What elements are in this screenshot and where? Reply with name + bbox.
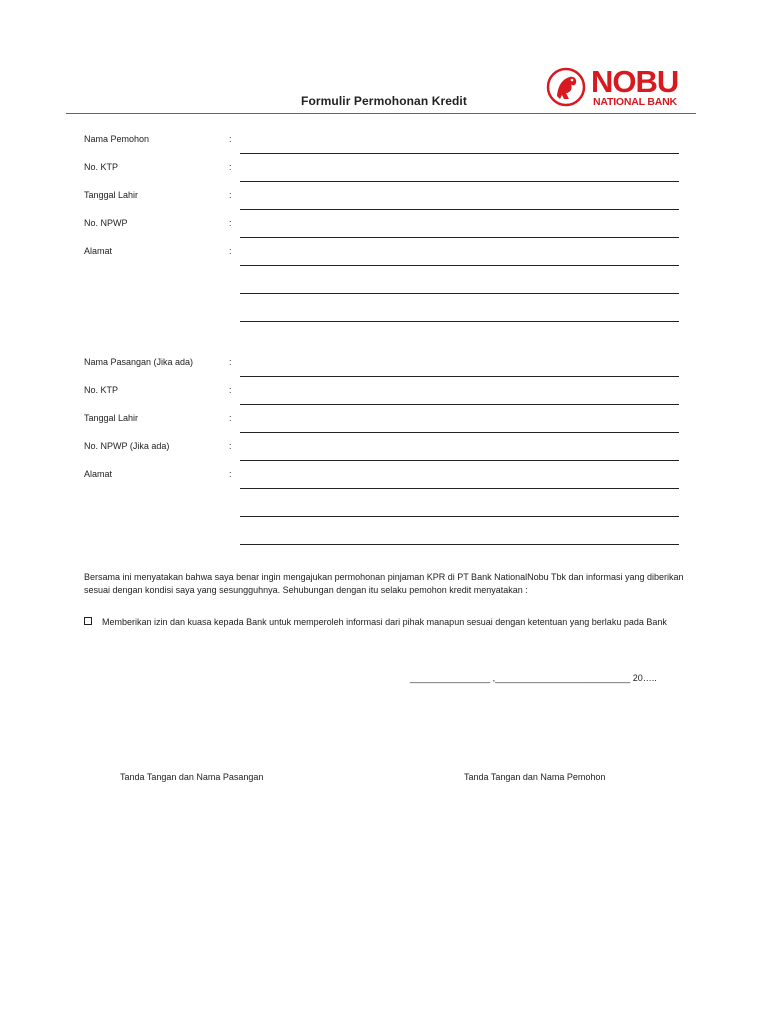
applicant-dob-label: Tanggal Lahir [84,190,139,200]
applicant-name-field[interactable] [240,153,679,154]
spouse-npwp-field[interactable] [240,460,679,461]
applicant-ktp-label: No. KTP [84,162,119,172]
colon: : [229,357,232,367]
colon: : [229,413,232,423]
applicant-address-label: Alamat [84,246,113,256]
spouse-ktp-field[interactable] [240,404,679,405]
applicant-signature-label: Tanda Tangan dan Nama Pemohon [464,772,606,782]
applicant-name-label: Nama Pemohon [84,134,150,144]
consent-text: Memberikan izin dan kuasa kepada Bank untuk memperoleh informasi dari pihak manapun sesuai dengan ketentuan yang berlaku pada Bank [102,617,667,627]
spouse-address-field-1[interactable] [240,488,679,489]
spouse-name-field[interactable] [240,376,679,377]
applicant-address-field-3[interactable] [240,321,679,322]
spouse-dob-field[interactable] [240,432,679,433]
place-date-line[interactable]: ________________ ,___________________________ 20….. [410,673,657,683]
form-title-text: Formulir Permohonan Kredit [301,94,467,108]
spouse-ktp-label: No. KTP [84,385,119,395]
form-title [0,94,768,108]
header-divider [66,113,696,114]
spouse-address-label: Alamat [84,469,113,479]
statement-paragraph: Bersama ini menyatakan bahwa saya benar ingin mengajukan permohonan pinjaman KPR di PT Bank NationalNobu Tbk dan informasi yang diberikan sesuai dengan kondisi saya yang sesungguhnya. Sehubungan dengan itu selaku pemohon kredit menyatakan : [84,572,684,595]
logo-wordmark: NOBU [591,64,679,99]
applicant-npwp-field[interactable] [240,237,679,238]
colon: : [229,469,232,479]
colon: : [229,134,232,144]
colon: : [229,441,232,451]
applicant-dob-field[interactable] [240,209,679,210]
spouse-address-field-3[interactable] [240,544,679,545]
spouse-name-label: Nama Pasangan (Jika ada) [84,357,194,367]
spouse-address-field-2[interactable] [240,516,679,517]
colon: : [229,218,232,228]
applicant-ktp-field[interactable] [240,181,679,182]
colon: : [229,162,232,172]
applicant-address-field-1[interactable] [240,265,679,266]
applicant-npwp-label: No. NPWP [84,218,128,228]
spouse-signature-label: Tanda Tangan dan Nama Pasangan [120,772,264,782]
spouse-dob-label: Tanggal Lahir [84,413,139,423]
colon: : [229,385,232,395]
applicant-address-field-2[interactable] [240,293,679,294]
consent-checkbox[interactable] [84,617,92,625]
spouse-npwp-label: No. NPWP (Jika ada) [84,441,170,451]
logo-subtitle: NATIONAL BANK [593,96,677,108]
colon: : [229,246,232,256]
colon: : [229,190,232,200]
consent-item [84,616,684,629]
